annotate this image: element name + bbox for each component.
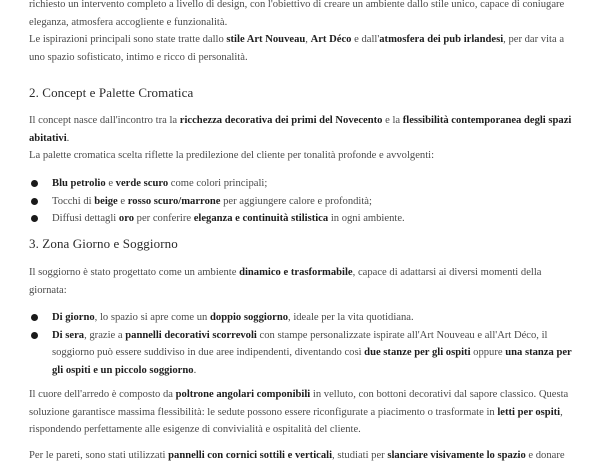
section-3-intro: Il soggiorno è stato progettato come un ambiente dinamico e trasformabile, capace di adattarsi ai diversi momenti della giornata: <box>29 267 542 296</box>
intro-paragraph: richiesto un intervento completo a livello di design, con l'obiettivo di creare un ambiente dallo stile unico, capace di coniugare eleganza, atmosfera accogliente e funzionalità. Le ispirazioni principali sono state tratte dallo stile Art Nouveau, Art Déco e dall'atmosfera dei pub irlandesi, per dar vita a uno spazio sofisticato, intimo e ricco di personalità. <box>29 0 565 63</box>
bullet-icon <box>31 332 38 339</box>
section-2-paragraph: Il concept nasce dall'incontro tra la ricchezza decorativa dei primi del Novecento e la flessibilità contemporanea degli spazi abitativi. La palette cromatica scelta riflette la predilezione del cliente per tonalità profonde e avvolgenti: <box>29 115 572 162</box>
list-item: Blu petrolio e verde scuro come colori principali; <box>29 175 577 193</box>
section-3-heading: 3. Zona Giorno e Soggiorno <box>29 236 178 251</box>
list-item: Tocchi di beige e rosso scuro/marrone per aggiungere calore e profondità; <box>29 193 577 211</box>
bullet-icon <box>31 180 38 187</box>
furniture-paragraph: Il cuore dell'arredo è composto da poltrone angolari componibili in velluto, con bottoni decorativi dal sapore classico. Questa soluzione garantisce massima flessibilità: le sedute possono essere riconfigurate a piacimento o trasformate in letti per ospiti, rispondendo perfettamente alle esigenze di convivialità e ospitalità del cliente. <box>29 389 569 436</box>
bullet-icon <box>31 198 38 205</box>
list-item: Di giorno, lo spazio si apre come un doppio soggiorno, ideale per la vita quotidiana. <box>29 309 577 327</box>
walls-paragraph: Per le pareti, sono stati utilizzati pannelli con cornici sottili e verticali, studiati per slanciare visivamente lo spazio e donare <box>29 450 565 461</box>
bullet-icon <box>31 215 38 222</box>
list-item: Di sera, grazie a pannelli decorativi scorrevoli con stampe personalizzate ispirate all'Art Nouveau e all'Art Déco, il soggiorno può essere suddiviso in due aree indipendenti, diventando così due stanze per gli ospiti oppure una stanza per gli ospiti e un piccolo soggiorno. <box>29 327 577 380</box>
bullet-icon <box>31 314 38 321</box>
palette-list <box>29 175 577 228</box>
living-room-list <box>29 309 577 379</box>
section-2-heading: 2. Concept e Palette Cromatica <box>29 85 194 100</box>
list-item: Diffusi dettagli oro per conferire eleganza e continuità stilistica in ogni ambiente. <box>29 210 577 228</box>
